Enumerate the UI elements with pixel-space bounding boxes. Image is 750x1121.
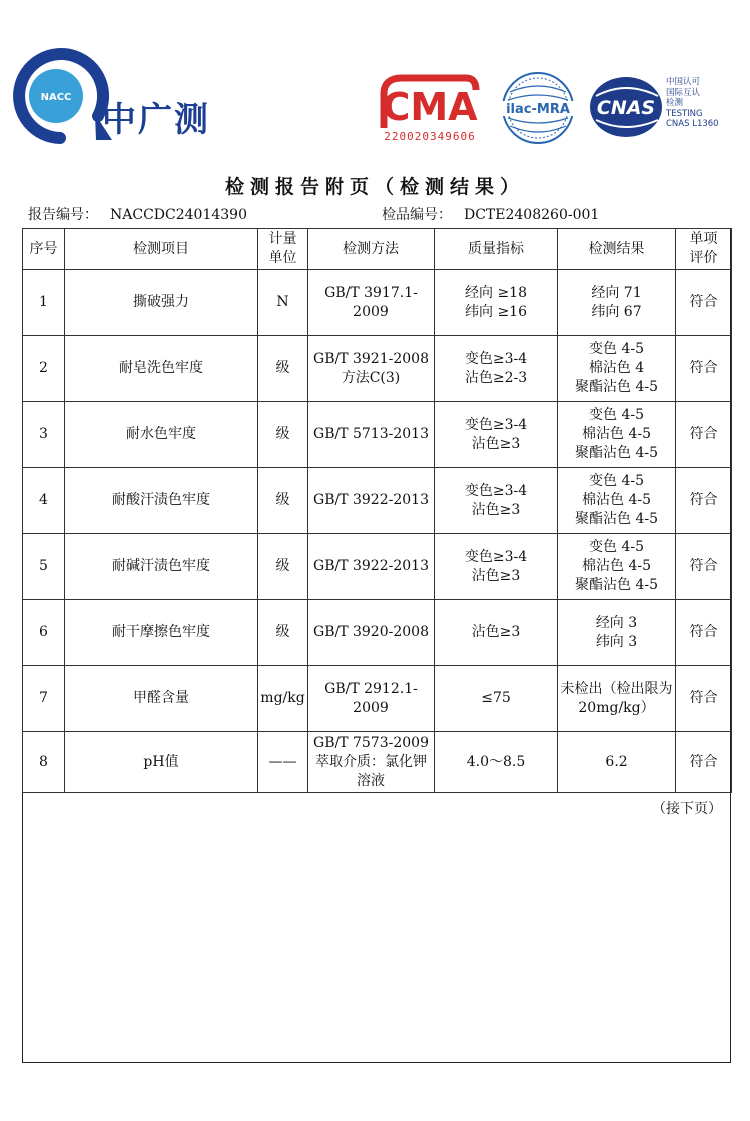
- table-cell: 符合: [676, 600, 732, 666]
- table-cell: 经向 3 纬向 3: [558, 600, 676, 666]
- table-cell: 符合: [676, 666, 732, 732]
- sample-number-label: 检品编号：: [382, 207, 452, 223]
- document-title: 检测报告附页（检测结果）: [224, 176, 525, 198]
- cnas-logo-icon: [588, 74, 668, 140]
- brand-name: 中广测: [102, 100, 210, 140]
- ilac-text: ilac-MRA: [506, 102, 570, 117]
- table-cell: 经向 ≥18 纬向 ≥16: [435, 270, 558, 336]
- table-row: [23, 270, 732, 336]
- table-row: [23, 468, 732, 534]
- table-cell: 经向 71 纬向 67: [558, 270, 676, 336]
- results-table: [22, 228, 732, 793]
- table-cell: 耐皂洗色牢度: [65, 336, 258, 402]
- table-cell: 变色≥3-4 沾色≥3: [435, 534, 558, 600]
- table-cell: GB/T 3922-2013: [308, 534, 435, 600]
- column-header: 序号: [23, 229, 65, 270]
- table-cell: 符合: [676, 534, 732, 600]
- table-cell: pH值: [65, 732, 258, 793]
- table-cell: ≤75: [435, 666, 558, 732]
- report-number-value: NACCDC24014390: [110, 207, 247, 223]
- column-header: 质量指标: [435, 229, 558, 270]
- table-cell: 级: [258, 336, 308, 402]
- cnas-caption-line: 中国认可: [666, 77, 701, 87]
- column-header: 检测项目: [65, 229, 258, 270]
- table-cell: 甲醛含量: [65, 666, 258, 732]
- table-cell: 级: [258, 402, 308, 468]
- nacc-badge-text: NACC: [40, 92, 72, 103]
- table-row: [23, 402, 732, 468]
- table-cell: 3: [23, 402, 65, 468]
- table-cell: 符合: [676, 732, 732, 793]
- table-cell: GB/T 5713-2013: [308, 402, 435, 468]
- cma-text: CMA: [382, 85, 478, 129]
- cnas-caption-line: 国际互认: [666, 87, 701, 98]
- table-cell: 级: [258, 534, 308, 600]
- table-cell: 级: [258, 600, 308, 666]
- table-cell: 符合: [676, 402, 732, 468]
- table-cell: 变色≥3-4 沾色≥3: [435, 402, 558, 468]
- table-cell: 6.2: [558, 732, 676, 793]
- column-header: 单项 评价: [676, 229, 732, 270]
- table-cell: N: [258, 270, 308, 336]
- continued-note: （接下页）: [652, 801, 722, 817]
- cnas-caption: [666, 77, 719, 130]
- table-cell: mg/kg: [258, 666, 308, 732]
- table-row: [23, 534, 732, 600]
- cma-certificate-number: 220020349606: [384, 130, 476, 143]
- table-row: [23, 666, 732, 732]
- report-number-label: 报告编号：: [28, 207, 98, 223]
- table-cell: 符合: [676, 468, 732, 534]
- table-cell: 撕破强力: [65, 270, 258, 336]
- table-row: [23, 336, 732, 402]
- table-cell: GB/T 3922-2013: [308, 468, 435, 534]
- table-cell: 变色≥3-4 沾色≥3: [435, 468, 558, 534]
- table-cell: 耐干摩擦色牢度: [65, 600, 258, 666]
- table-cell: 变色 4-5 棉沾色 4 聚酯沾色 4-5: [558, 336, 676, 402]
- table-cell: ——: [258, 732, 308, 793]
- table-cell: 耐酸汗渍色牢度: [65, 468, 258, 534]
- table-cell: GB/T 2912.1-2009: [308, 666, 435, 732]
- table-cell: 变色 4-5 棉沾色 4-5 聚酯沾色 4-5: [558, 468, 676, 534]
- sample-number: [382, 204, 599, 224]
- table-cell: 耐水色牢度: [65, 402, 258, 468]
- table-cell: GB/T 3920-2008: [308, 600, 435, 666]
- report-number: [28, 204, 247, 224]
- cnas-text: CNAS: [596, 97, 656, 119]
- table-row: [23, 600, 732, 666]
- table-cell: 8: [23, 732, 65, 793]
- table-cell: 变色 4-5 棉沾色 4-5 聚酯沾色 4-5: [558, 402, 676, 468]
- table-cell: 级: [258, 468, 308, 534]
- table-cell: 变色 4-5 棉沾色 4-5 聚酯沾色 4-5: [558, 534, 676, 600]
- cnas-caption-line: 检测: [666, 98, 684, 108]
- cnas-caption-line: CNAS L1360: [666, 119, 719, 129]
- column-header: 计量 单位: [258, 229, 308, 270]
- table-row: [23, 732, 732, 793]
- table-cell: 2: [23, 336, 65, 402]
- table-header-row: [23, 229, 732, 270]
- table-cell: 耐碱汗渍色牢度: [65, 534, 258, 600]
- table-cell: 5: [23, 534, 65, 600]
- table-cell: GB/T 7573-2009 萃取介质：氯化钾 溶液: [308, 732, 435, 793]
- table-cell: 符合: [676, 336, 732, 402]
- table-cell: 7: [23, 666, 65, 732]
- table-cell: GB/T 3921-2008 方法C(3): [308, 336, 435, 402]
- sample-number-value: DCTE2408260-001: [464, 207, 600, 223]
- table-cell: 4.0～8.5: [435, 732, 558, 793]
- table-cell: 沾色≥3: [435, 600, 558, 666]
- table-cell: 4: [23, 468, 65, 534]
- table-cell: GB/T 3917.1-2009: [308, 270, 435, 336]
- table-cell: 未检出（检出限为 20mg/kg）: [558, 666, 676, 732]
- table-cell: 符合: [676, 270, 732, 336]
- column-header: 检测方法: [308, 229, 435, 270]
- cnas-caption-line: TESTING: [666, 108, 703, 119]
- table-cell: 变色≥3-4 沾色≥2-3: [435, 336, 558, 402]
- table-cell: 1: [23, 270, 65, 336]
- table-cell: 6: [23, 600, 65, 666]
- column-header: 检测结果: [558, 229, 676, 270]
- ilac-mra-logo-icon: [498, 70, 578, 146]
